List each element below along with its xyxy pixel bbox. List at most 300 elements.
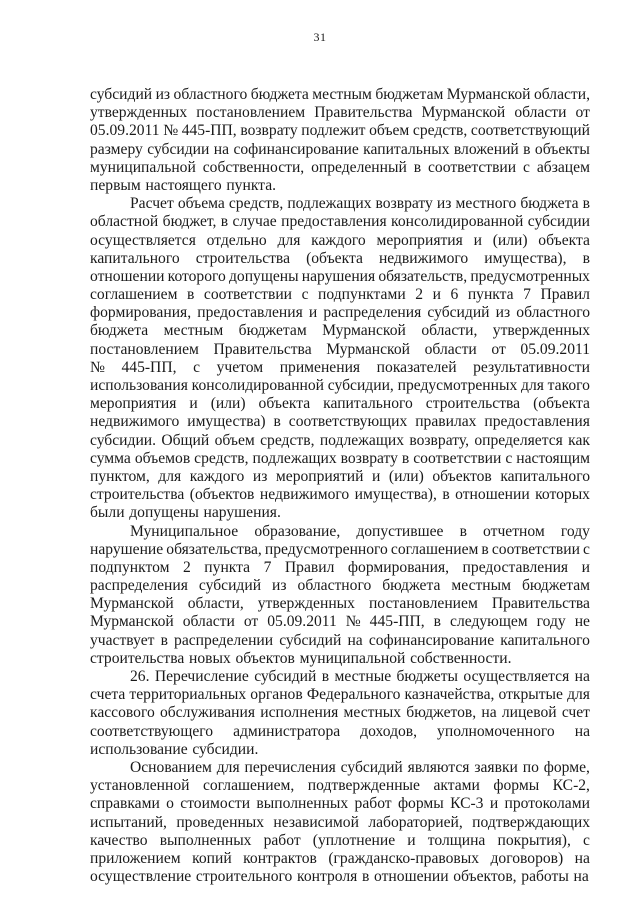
word: КС-3 — [450, 795, 484, 813]
word: применения — [279, 358, 361, 376]
text-line — [90, 723, 590, 741]
word: заявки — [474, 758, 518, 776]
word: мероприятий — [275, 467, 364, 485]
word: отношении — [374, 868, 449, 886]
word: распределения — [90, 577, 188, 595]
word: Расчет — [130, 195, 174, 213]
text-line — [90, 450, 590, 468]
word: нарушения. — [203, 504, 281, 522]
word: области — [424, 340, 477, 358]
word: подлежащих — [319, 431, 405, 449]
word: средств, — [260, 431, 315, 449]
word: и — [432, 286, 441, 304]
word: Правил — [284, 558, 335, 576]
word: строительного — [195, 868, 293, 886]
word: соответствующих — [288, 413, 408, 431]
word: бюджета — [90, 322, 149, 340]
word: бюджета — [520, 195, 579, 213]
word: субсидий — [340, 758, 403, 776]
word: в — [413, 158, 422, 176]
word: имущества) — [187, 413, 266, 431]
word: 2 — [415, 286, 424, 304]
word: настоящим — [516, 449, 590, 467]
text-line — [90, 304, 590, 322]
word: Мурманской — [326, 340, 410, 358]
word: покрытия), — [497, 831, 571, 849]
word: соглашением, — [202, 777, 295, 795]
word: области, — [187, 595, 244, 613]
word: в — [401, 449, 410, 467]
word: 7 — [263, 558, 272, 576]
word: учетом — [216, 358, 264, 376]
word: мероприятия — [376, 231, 463, 249]
word: объектов — [432, 467, 492, 485]
word: приложением — [90, 849, 181, 867]
text-line — [90, 468, 590, 486]
word: были — [90, 504, 125, 522]
word: пункта — [467, 286, 514, 304]
word: возврату — [340, 449, 398, 467]
word: Правительства — [213, 340, 312, 358]
paragraph — [90, 668, 590, 759]
word: в — [160, 631, 168, 649]
word: на — [573, 868, 589, 886]
text-line — [90, 395, 590, 413]
word: предоставления — [462, 558, 569, 576]
word: являются — [407, 758, 470, 776]
text-line — [90, 195, 590, 213]
word: предусмотренных — [470, 267, 590, 285]
word: на — [213, 140, 230, 158]
text-line — [90, 286, 590, 304]
word: и — [407, 831, 416, 849]
word: (объекта — [306, 249, 363, 267]
word: (объектов — [189, 486, 255, 504]
word: формирования, — [90, 304, 192, 322]
word: средств, — [412, 122, 468, 140]
word: подпунктами — [318, 286, 406, 304]
word: для — [216, 758, 240, 776]
text-line — [90, 577, 590, 595]
text-line — [90, 86, 590, 104]
word: Мурманской — [421, 104, 506, 122]
word: из — [155, 86, 171, 103]
word: постановлением — [196, 104, 306, 122]
word: соответствующий — [470, 122, 590, 140]
word: которого — [167, 267, 226, 285]
word: в — [433, 613, 442, 631]
word: счета — [90, 686, 126, 704]
word: предусмотренного — [264, 540, 388, 558]
word: перечисления — [244, 758, 336, 776]
word: в — [321, 668, 330, 685]
word: в — [361, 868, 370, 886]
word: на — [574, 849, 590, 867]
word: соответствии — [203, 286, 293, 304]
word: осуществляется — [463, 668, 570, 685]
word: местным — [163, 322, 224, 340]
word: 445-ПП, — [369, 613, 425, 631]
word: № — [90, 358, 105, 376]
word: и — [308, 304, 318, 322]
word: муниципальной — [299, 649, 406, 667]
word: году — [536, 613, 566, 631]
word: справками — [90, 795, 160, 813]
word: на — [574, 668, 590, 685]
word: контроля — [297, 868, 358, 886]
word: софинансирование — [233, 140, 359, 158]
text-line — [90, 341, 590, 359]
word: 2 — [182, 558, 191, 576]
word: местным — [312, 86, 372, 103]
word: бюджет, — [162, 213, 217, 231]
word: протоколами — [504, 795, 590, 813]
word: собственности, — [202, 158, 305, 176]
word: открытые — [498, 686, 563, 704]
word: объемов — [134, 449, 191, 467]
word: субсидий — [279, 631, 342, 649]
word: и — [189, 395, 198, 413]
text-line — [90, 504, 590, 522]
text-line — [90, 141, 590, 159]
word: отношении — [455, 486, 530, 504]
word: работы — [521, 868, 569, 886]
word: из — [495, 304, 511, 322]
word: области, — [421, 322, 478, 340]
word: софинансирование — [368, 631, 495, 649]
word: на — [574, 722, 590, 740]
word: пункта — [204, 558, 251, 576]
word: контрактов — [243, 849, 317, 867]
word: подпунктом — [90, 558, 170, 576]
word: местных — [343, 704, 402, 722]
word: 05.09.2011 — [520, 340, 590, 358]
word: соответствии — [428, 158, 517, 176]
text-line — [90, 777, 590, 795]
word: пунктом, — [90, 467, 150, 485]
word: бюджетов, — [406, 704, 477, 722]
text-line — [90, 122, 590, 140]
word: капитального — [90, 249, 180, 267]
word: определяется — [474, 431, 563, 449]
word: бюджетам — [521, 577, 590, 595]
word: строительства — [425, 395, 521, 413]
word: использования — [90, 377, 188, 394]
text-line — [90, 159, 590, 177]
word: использование — [90, 740, 188, 758]
word: утвержденных — [492, 322, 590, 340]
word: казначейства, — [404, 686, 495, 704]
word: обязательств, — [378, 267, 468, 285]
word: в — [186, 286, 195, 304]
word: (или) — [210, 395, 246, 413]
word: с — [583, 831, 590, 849]
word: капитального — [500, 631, 590, 649]
word: недвижимого — [259, 486, 350, 504]
word: распределении — [174, 631, 274, 649]
word: допущены — [228, 267, 299, 285]
text-line — [90, 232, 590, 250]
word: области — [182, 613, 235, 631]
word: консолидированной — [191, 377, 325, 394]
word: для — [277, 231, 301, 249]
word: в — [442, 486, 450, 504]
word: допустившее — [356, 522, 444, 540]
word: местные — [334, 668, 392, 685]
text-line — [90, 832, 590, 850]
text-line — [90, 741, 590, 759]
word: областного — [297, 577, 372, 595]
text-line — [90, 795, 590, 813]
word: качество — [90, 831, 148, 849]
word: (или) — [492, 231, 528, 249]
word: распределения — [323, 304, 422, 322]
word: сумма — [90, 449, 131, 467]
text-line — [90, 486, 590, 504]
word: осуществление — [90, 868, 192, 886]
word: договоров) — [490, 849, 564, 867]
word: возврату — [375, 195, 433, 213]
word: субсидии, — [327, 377, 394, 394]
word: субсидии. — [90, 431, 157, 449]
word: объекта — [538, 231, 590, 249]
word: № — [345, 613, 361, 631]
word: Правил — [540, 286, 590, 304]
word: имущества), — [484, 249, 567, 267]
word: недвижимого — [378, 249, 469, 267]
text-line — [90, 177, 590, 195]
word: отчетном — [483, 522, 545, 540]
word: обязательства, — [166, 540, 262, 558]
word: (уплотнение — [312, 831, 396, 849]
word: с — [523, 158, 530, 176]
word: от — [575, 104, 590, 122]
word: работ — [263, 831, 301, 849]
word: с — [301, 286, 309, 304]
text-line — [90, 432, 590, 450]
word: осуществляется — [90, 231, 196, 249]
word: капитальных — [363, 140, 450, 158]
word: Мурманской — [446, 86, 531, 103]
word: каждого — [189, 467, 245, 485]
word: исполнения — [260, 704, 339, 722]
word: отдельно — [206, 231, 267, 249]
word: от — [491, 340, 506, 358]
word: соответствии — [413, 449, 502, 467]
word: допущены — [129, 504, 199, 522]
word: выполненных — [159, 831, 252, 849]
word: предоставления — [281, 213, 387, 231]
word: абзацем — [536, 158, 590, 176]
word: капитального — [323, 395, 413, 413]
word: независимой — [273, 813, 359, 831]
paragraph — [90, 759, 590, 886]
word: средств, — [194, 449, 249, 467]
word: как — [568, 431, 590, 449]
word: 26. — [130, 668, 150, 685]
word: объема — [177, 195, 225, 213]
word: объектов, — [453, 868, 517, 886]
word: Правительства — [491, 595, 590, 613]
word: подлежащих — [287, 195, 372, 213]
word: не — [574, 613, 590, 631]
text-line — [90, 559, 590, 577]
text-line — [90, 668, 590, 686]
word: субсидий — [427, 304, 490, 322]
page-number: 31 — [313, 30, 327, 44]
word: Федерального — [306, 686, 401, 704]
word: постановлением — [90, 340, 199, 358]
word: КС-2, — [552, 777, 590, 795]
word: бюджетам — [375, 86, 444, 103]
word: субсидии — [147, 140, 210, 158]
word: из — [252, 467, 268, 485]
word: случае — [232, 213, 277, 231]
word: в — [582, 249, 590, 267]
text-line — [90, 814, 590, 832]
text-line — [90, 523, 590, 541]
word: субсидий — [254, 668, 317, 685]
word: (или) — [388, 467, 424, 485]
word: в — [481, 540, 489, 558]
word: Муниципальное — [130, 522, 239, 540]
word: лицевой — [501, 704, 557, 722]
word: Перечисление — [154, 668, 249, 685]
word: стоимости — [180, 795, 251, 813]
word: соглашением — [390, 540, 479, 558]
text-line — [90, 250, 590, 268]
word: лабораторией, — [368, 813, 463, 831]
text-line — [90, 868, 590, 886]
text-line — [90, 213, 590, 231]
word: постановлением — [368, 595, 478, 613]
word: субсидии. — [192, 740, 259, 758]
text-line — [90, 413, 590, 431]
word: уполномоченного — [437, 722, 555, 740]
paragraph — [90, 86, 590, 195]
word: собственности. — [410, 649, 512, 667]
word: мероприятия — [90, 395, 177, 413]
text-line — [90, 541, 590, 559]
word: отношении — [90, 267, 165, 285]
word: с — [505, 449, 513, 467]
word: области — [514, 104, 567, 122]
text-line — [90, 650, 590, 668]
word: проведенных — [176, 813, 265, 831]
word: о — [166, 795, 174, 813]
word: бюджета — [382, 577, 441, 595]
word: предоставления — [197, 304, 303, 322]
word: доходов, — [360, 722, 418, 740]
word: нарушение — [90, 540, 164, 558]
word: на — [481, 704, 497, 722]
word: для — [521, 377, 544, 394]
word: каждого — [311, 231, 366, 249]
word: в — [582, 195, 590, 213]
word: с — [193, 358, 200, 376]
word: определенный — [311, 158, 407, 176]
word: объем — [214, 431, 255, 449]
word: администратора — [233, 722, 341, 740]
text-line — [90, 613, 590, 631]
word: строительства — [195, 249, 291, 267]
word: образование, — [254, 522, 341, 540]
word: областной — [90, 213, 159, 231]
word: № — [163, 122, 179, 140]
word: и — [372, 467, 381, 485]
word: Мурманской — [322, 322, 406, 340]
word: первым — [90, 176, 141, 194]
word: подлежит — [301, 122, 366, 140]
word: соглашением — [90, 286, 178, 304]
paragraph — [90, 523, 590, 669]
word: Мурманской — [90, 613, 174, 631]
text-line — [90, 686, 590, 704]
word: предоставления — [484, 413, 590, 431]
word: копий — [192, 849, 232, 867]
word: формирования, — [347, 558, 450, 576]
word: субсидий — [198, 577, 262, 595]
word: бюджетам — [238, 322, 307, 340]
word: в — [220, 213, 229, 231]
word: по — [522, 758, 539, 776]
word: объекта — [258, 395, 311, 413]
word: местного — [455, 195, 517, 213]
word: форме, — [543, 758, 590, 776]
word: возврату — [240, 122, 298, 140]
word: средств, — [228, 195, 284, 213]
word: вложений — [453, 140, 519, 158]
word: областного — [516, 304, 590, 322]
word: предусмотренных — [397, 377, 518, 394]
word: в — [459, 522, 467, 540]
word: размеру — [90, 140, 143, 158]
word: от — [243, 613, 259, 631]
word: участвует — [90, 631, 155, 649]
word: настоящего — [145, 176, 222, 194]
word: в — [523, 140, 531, 158]
text-line — [90, 632, 590, 650]
word: объектов — [235, 649, 295, 667]
word: из — [272, 577, 287, 595]
word: консолидированной — [391, 213, 524, 231]
word: (объекта — [533, 395, 590, 413]
text-line — [90, 377, 590, 395]
word: органов — [250, 686, 303, 704]
word: бюджеты — [396, 668, 459, 685]
word: местным — [451, 577, 511, 595]
word: следующем — [450, 613, 528, 631]
word: обслуживания — [159, 704, 256, 722]
word: показателей — [376, 358, 457, 376]
text-line — [90, 104, 590, 122]
text-line — [90, 850, 590, 868]
word: субсидий — [90, 86, 153, 103]
word: подтвержденные — [307, 777, 420, 795]
text-line — [90, 704, 590, 722]
word: субсидии — [527, 213, 590, 231]
word: и — [489, 795, 499, 813]
word: и — [473, 231, 482, 249]
word: счет — [561, 704, 590, 722]
word: области, — [533, 86, 590, 103]
word: на — [347, 631, 363, 649]
word: Мурманской — [90, 595, 174, 613]
word: имущества), — [354, 486, 437, 504]
word: нарушения — [301, 267, 376, 285]
word: объем — [369, 122, 410, 140]
word: (гражданско-правовых — [328, 849, 480, 867]
